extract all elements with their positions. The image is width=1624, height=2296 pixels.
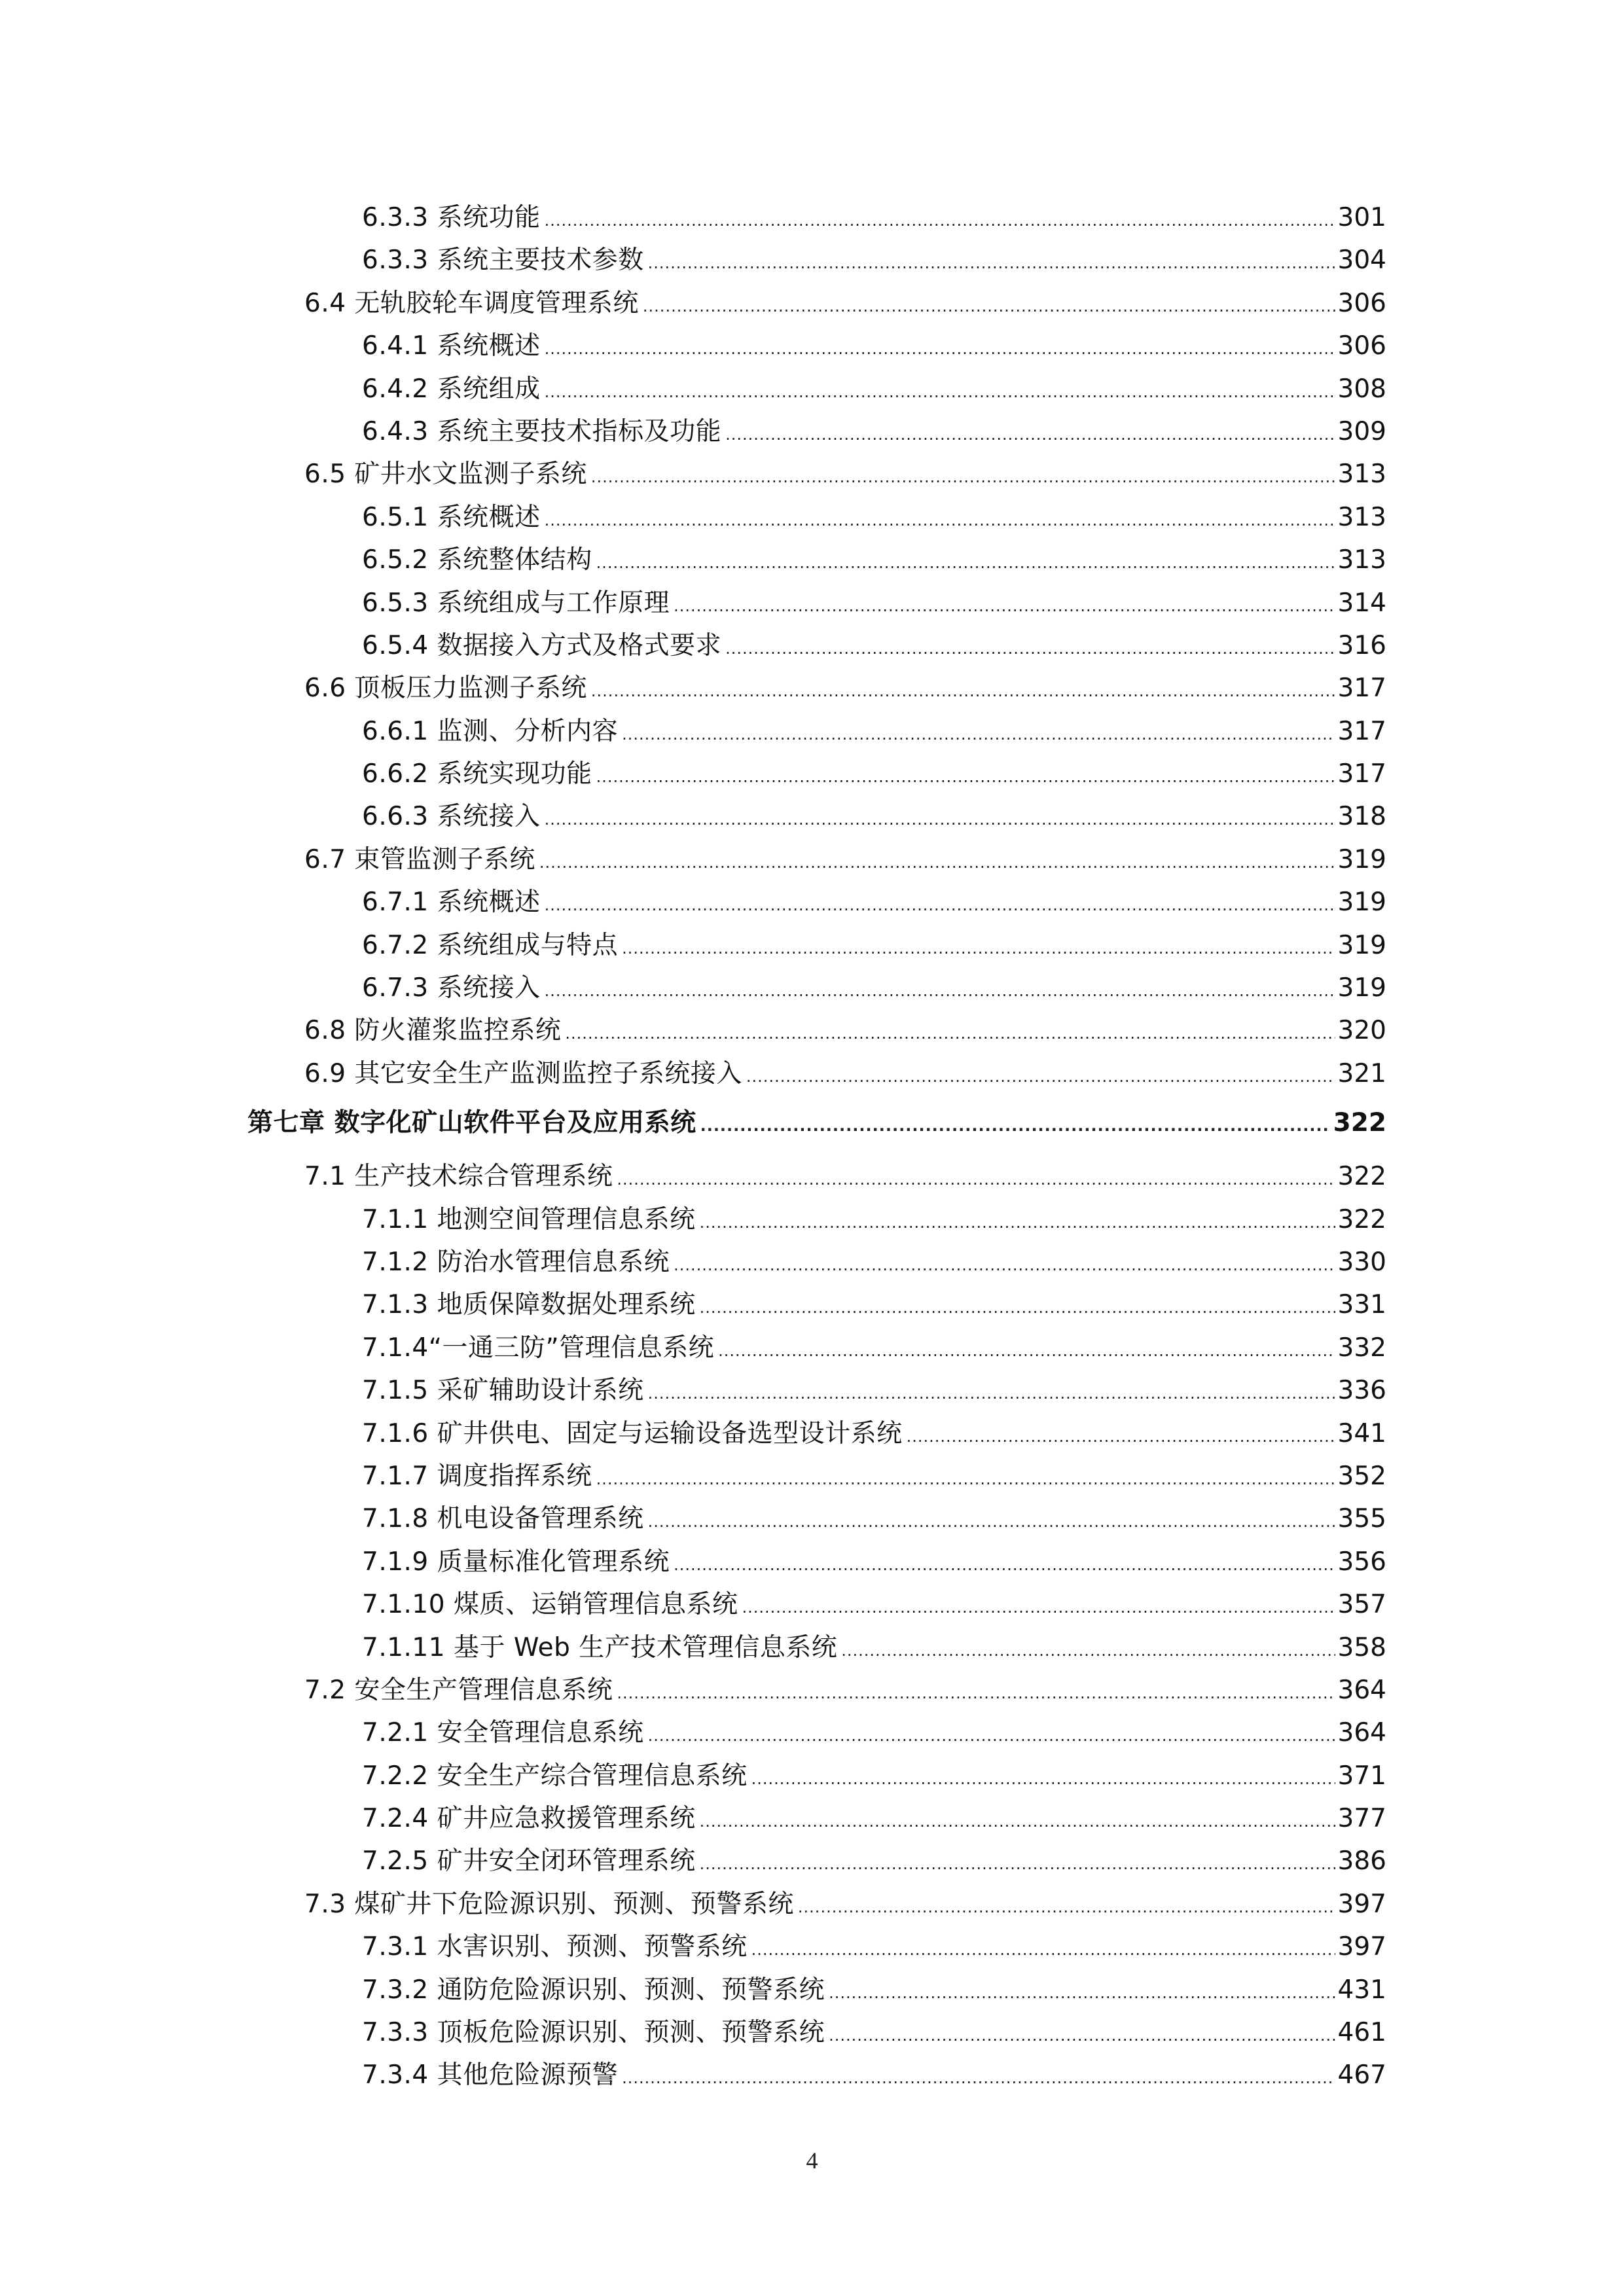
toc-entry[interactable] <box>0 1369 1386 1412</box>
toc-entry-title: 6.3.3 系统功能 <box>362 203 541 232</box>
toc-entry[interactable] <box>0 2011 1386 2054</box>
toc-entry-page-number: 306 <box>1337 331 1386 361</box>
toc-entry[interactable] <box>0 1755 1386 1797</box>
toc-dot-leader <box>841 1630 1335 1672</box>
toc-dot-leader <box>700 1287 1335 1329</box>
toc-entry-title: 6.7.1 系统概述 <box>362 888 541 918</box>
toc-entry-title: 6.5.1 系统概述 <box>362 502 541 532</box>
toc-entry-page-number: 319 <box>1337 888 1386 918</box>
toc-entry-title: 6.9 其它安全生产监测监控子系统接入 <box>304 1058 742 1088</box>
toc-dot-leader <box>674 1244 1335 1287</box>
toc-entry-page-number: 467 <box>1337 2060 1386 2090</box>
toc-dot-leader <box>539 842 1335 884</box>
toc-entry-page-number: 317 <box>1337 673 1386 704</box>
toc-entry[interactable] <box>0 1969 1386 2011</box>
toc-entry[interactable] <box>0 582 1386 624</box>
toc-dot-leader <box>545 371 1335 414</box>
toc-entry-title: 6.4.2 系统组成 <box>362 374 541 404</box>
toc-entry-page-number: 309 <box>1337 416 1386 446</box>
toc-entry[interactable] <box>0 1712 1386 1754</box>
toc-entry-page-number: 301 <box>1337 203 1386 232</box>
toc-entry-title: 7.1.2 防治水管理信息系统 <box>362 1247 670 1277</box>
toc-entry-page-number: 317 <box>1337 759 1386 789</box>
toc-chapter-entry[interactable] <box>0 1100 1386 1153</box>
toc-dot-leader <box>829 1972 1335 2015</box>
toc-dot-leader <box>545 970 1335 1013</box>
toc-entry[interactable] <box>0 1626 1386 1669</box>
toc-entry-page-number: 331 <box>1337 1290 1386 1320</box>
toc-entry-title: 6.7.3 系统接入 <box>362 973 541 1003</box>
toc-entry-title: 7.1.6 矿井供电、固定与运输设备选型设计系统 <box>362 1418 903 1448</box>
toc-entry[interactable] <box>0 282 1386 325</box>
toc-entry-title: 7.1 生产技术综合管理系统 <box>304 1162 613 1192</box>
toc-entry-title: 6.4 无轨胶轮车调度管理系统 <box>304 288 639 318</box>
toc-entry[interactable] <box>0 1009 1386 1052</box>
toc-entry-title: 6.5.2 系统整体结构 <box>362 545 592 575</box>
toc-entry-page-number: 357 <box>1337 1590 1386 1620</box>
toc-dot-leader <box>648 1501 1335 1543</box>
toc-entry-page-number: 316 <box>1337 630 1386 660</box>
toc-entry-page-number: 371 <box>1337 1761 1386 1791</box>
toc-dot-leader <box>591 670 1335 713</box>
toc-entry-page-number: 319 <box>1337 930 1386 960</box>
toc-dot-leader <box>617 1158 1335 1201</box>
toc-dot-leader <box>718 1330 1335 1372</box>
toc-dot-leader <box>545 328 1335 370</box>
toc-entry-page-number: 364 <box>1337 1718 1386 1748</box>
toc-entry-page-number: 313 <box>1337 545 1386 575</box>
toc-entry-page-number: 317 <box>1337 716 1386 746</box>
toc-dot-leader <box>545 499 1335 542</box>
toc-entry-title: 7.3.1 水害识别、预测、预警系统 <box>362 1932 748 1962</box>
toc-entry-page-number: 320 <box>1337 1016 1386 1046</box>
toc-entry-title: 6.6 顶板压力监测子系统 <box>304 673 587 704</box>
toc-entry-title: 7.1.1 地测空间管理信息系统 <box>362 1204 696 1234</box>
toc-dot-leader <box>545 884 1335 927</box>
toc-entry[interactable] <box>0 838 1386 881</box>
toc-dot-leader <box>674 1544 1335 1587</box>
toc-entry-title: 7.1.4“一通三防”管理信息系统 <box>362 1333 715 1363</box>
toc-entry-page-number: 313 <box>1337 502 1386 532</box>
toc-entry[interactable] <box>0 1669 1386 1712</box>
toc-entry-page-number: 318 <box>1337 802 1386 832</box>
toc-dot-leader <box>545 798 1335 841</box>
toc-entry-page-number: 397 <box>1337 1889 1386 1919</box>
table-of-contents <box>0 196 1624 2097</box>
toc-entry-title: 7.1.9 质量标准化管理系统 <box>362 1547 670 1577</box>
toc-entry-page-number: 352 <box>1337 1461 1386 1491</box>
toc-entry[interactable] <box>0 410 1386 453</box>
toc-entry-title: 6.6.3 系统接入 <box>362 802 541 832</box>
toc-entry-title: 7.1.3 地质保障数据处理系统 <box>362 1290 696 1320</box>
toc-entry[interactable] <box>0 1412 1386 1455</box>
toc-entry[interactable] <box>0 795 1386 838</box>
toc-dot-leader <box>545 200 1335 242</box>
toc-dot-leader <box>751 1758 1335 1801</box>
toc-entry-page-number: 431 <box>1337 1975 1386 2005</box>
toc-entry[interactable] <box>0 1283 1386 1326</box>
toc-entry-title: 7.2.1 安全管理信息系统 <box>362 1718 644 1748</box>
toc-entry[interactable] <box>0 1198 1386 1241</box>
toc-entry[interactable] <box>0 1926 1386 1968</box>
toc-entry-title: 6.4.3 系统主要技术指标及功能 <box>362 416 722 446</box>
toc-entry[interactable] <box>0 325 1386 367</box>
toc-entry[interactable] <box>0 1327 1386 1369</box>
toc-dot-leader <box>829 2015 1335 2057</box>
toc-entry-title: 6.8 防火灌浆监控系统 <box>304 1016 562 1046</box>
toc-entry-title: 7.2.5 矿井安全闭环管理系统 <box>362 1846 696 1876</box>
toc-entry-page-number: 356 <box>1337 1547 1386 1577</box>
toc-dot-leader <box>907 1416 1335 1458</box>
toc-entry-page-number: 386 <box>1337 1846 1386 1876</box>
toc-dot-leader <box>591 456 1335 499</box>
toc-entry-page-number: 321 <box>1337 1058 1386 1088</box>
toc-entry-page-number: 314 <box>1337 588 1386 618</box>
toc-entry-page-number: 319 <box>1337 844 1386 874</box>
toc-entry[interactable] <box>0 1840 1386 1882</box>
toc-entry-page-number: 322 <box>1337 1204 1386 1234</box>
toc-entry-page-number: 341 <box>1337 1418 1386 1448</box>
toc-entry[interactable] <box>0 1498 1386 1540</box>
toc-entry[interactable] <box>0 2054 1386 2096</box>
toc-dot-leader <box>700 1801 1335 1843</box>
toc-dot-leader <box>622 2057 1335 2100</box>
toc-entry-title: 第七章 数字化矿山软件平台及应用系统 <box>247 1108 696 1138</box>
toc-entry-page-number: 304 <box>1337 245 1386 276</box>
toc-dot-leader <box>565 1013 1335 1055</box>
toc-dot-leader <box>742 1587 1335 1629</box>
toc-dot-leader <box>700 1202 1335 1244</box>
toc-entry-page-number: 330 <box>1337 1247 1386 1277</box>
toc-entry-page-number: 319 <box>1337 973 1386 1003</box>
toc-entry[interactable] <box>0 453 1386 495</box>
toc-entry-title: 6.3.3 系统主要技术参数 <box>362 245 644 276</box>
toc-dot-leader <box>648 242 1335 285</box>
toc-entry[interactable] <box>0 710 1386 753</box>
toc-entry[interactable] <box>0 881 1386 924</box>
toc-entry[interactable] <box>0 924 1386 967</box>
toc-dot-leader <box>798 1886 1335 1929</box>
toc-entry-title: 7.2 安全生产管理信息系统 <box>304 1675 613 1705</box>
toc-entry[interactable] <box>0 368 1386 410</box>
toc-entry-title: 6.5.3 系统组成与工作原理 <box>362 588 670 618</box>
toc-entry[interactable] <box>0 624 1386 667</box>
toc-entry-title: 7.1.8 机电设备管理系统 <box>362 1504 644 1534</box>
toc-dot-leader <box>617 1672 1335 1715</box>
toc-entry[interactable] <box>0 1583 1386 1626</box>
toc-entry[interactable] <box>0 1541 1386 1583</box>
toc-dot-leader <box>622 713 1335 756</box>
toc-entry[interactable] <box>0 496 1386 539</box>
toc-entry-title: 7.3.3 顶板危险源识别、预测、预警系统 <box>362 2018 825 2048</box>
toc-entry-title: 7.1.10 煤质、运销管理信息系统 <box>362 1590 738 1620</box>
toc-dot-leader <box>674 585 1335 628</box>
toc-entry-title: 6.5.4 数据接入方式及格式要求 <box>362 630 722 660</box>
toc-entry-page-number: 306 <box>1337 288 1386 318</box>
toc-dot-leader <box>648 1715 1335 1757</box>
toc-entry[interactable] <box>0 1797 1386 1840</box>
toc-entry-page-number: 308 <box>1337 374 1386 404</box>
toc-entry[interactable] <box>0 1241 1386 1283</box>
toc-entry[interactable] <box>0 967 1386 1009</box>
toc-entry-title: 7.1.11 基于 Web 生产技术管理信息系统 <box>362 1632 838 1662</box>
toc-entry-title: 7.2.4 矿井应急救援管理系统 <box>362 1804 696 1834</box>
toc-entry-page-number: 377 <box>1337 1804 1386 1834</box>
toc-entry-page-number: 355 <box>1337 1504 1386 1534</box>
toc-entry-page-number: 364 <box>1337 1675 1386 1705</box>
toc-entry-title: 6.6.1 监测、分析内容 <box>362 716 619 746</box>
toc-entry-title: 6.5 矿井水文监测子系统 <box>304 459 587 490</box>
toc-entry-title: 7.3.4 其他危险源预警 <box>362 2060 619 2090</box>
page-number: 4 <box>806 2147 818 2174</box>
toc-entry-page-number: 322 <box>1333 1108 1386 1138</box>
toc-dot-leader <box>746 1056 1335 1098</box>
toc-entry-title: 6.7.2 系统组成与特点 <box>362 930 619 960</box>
toc-dot-leader <box>725 628 1335 670</box>
toc-entry-title: 6.7 束管监测子系统 <box>304 844 535 874</box>
toc-entry-title: 7.3.2 通防危险源识别、预测、预警系统 <box>362 1975 825 2005</box>
toc-entry-page-number: 313 <box>1337 459 1386 490</box>
toc-entry-page-number: 332 <box>1337 1333 1386 1363</box>
toc-entry[interactable] <box>0 1155 1386 1198</box>
toc-entry-title: 7.2.2 安全生产综合管理信息系统 <box>362 1761 748 1791</box>
toc-entry-title: 7.1.7 调度指挥系统 <box>362 1461 592 1491</box>
toc-dot-leader <box>643 285 1335 328</box>
toc-dot-leader <box>751 1929 1335 1971</box>
toc-dot-leader <box>622 927 1335 970</box>
toc-dot-leader <box>596 542 1335 584</box>
toc-entry-page-number: 461 <box>1337 2018 1386 2048</box>
toc-entry[interactable] <box>0 667 1386 709</box>
toc-entry[interactable] <box>0 1883 1386 1926</box>
toc-dot-leader <box>596 1458 1335 1501</box>
toc-dot-leader <box>700 1103 1331 1149</box>
toc-entry-page-number: 397 <box>1337 1932 1386 1962</box>
toc-entry-page-number: 358 <box>1337 1632 1386 1662</box>
toc-entry[interactable] <box>0 239 1386 281</box>
toc-entry[interactable] <box>0 539 1386 581</box>
toc-entry[interactable] <box>0 196 1386 239</box>
toc-dot-leader <box>725 414 1335 456</box>
toc-entry-title: 6.6.2 系统实现功能 <box>362 759 592 789</box>
toc-entry-page-number: 336 <box>1337 1376 1386 1406</box>
toc-entry-title: 7.3 煤矿井下危险源识别、预测、预警系统 <box>304 1889 794 1919</box>
toc-dot-leader <box>700 1843 1335 1886</box>
toc-dot-leader <box>648 1372 1335 1415</box>
toc-entry[interactable] <box>0 1455 1386 1498</box>
toc-entry[interactable] <box>0 753 1386 795</box>
toc-entry-page-number: 322 <box>1337 1162 1386 1192</box>
toc-entry-title: 7.1.5 采矿辅助设计系统 <box>362 1376 644 1406</box>
toc-entry-title: 6.4.1 系统概述 <box>362 331 541 361</box>
toc-dot-leader <box>596 756 1335 798</box>
toc-entry[interactable] <box>0 1052 1386 1095</box>
